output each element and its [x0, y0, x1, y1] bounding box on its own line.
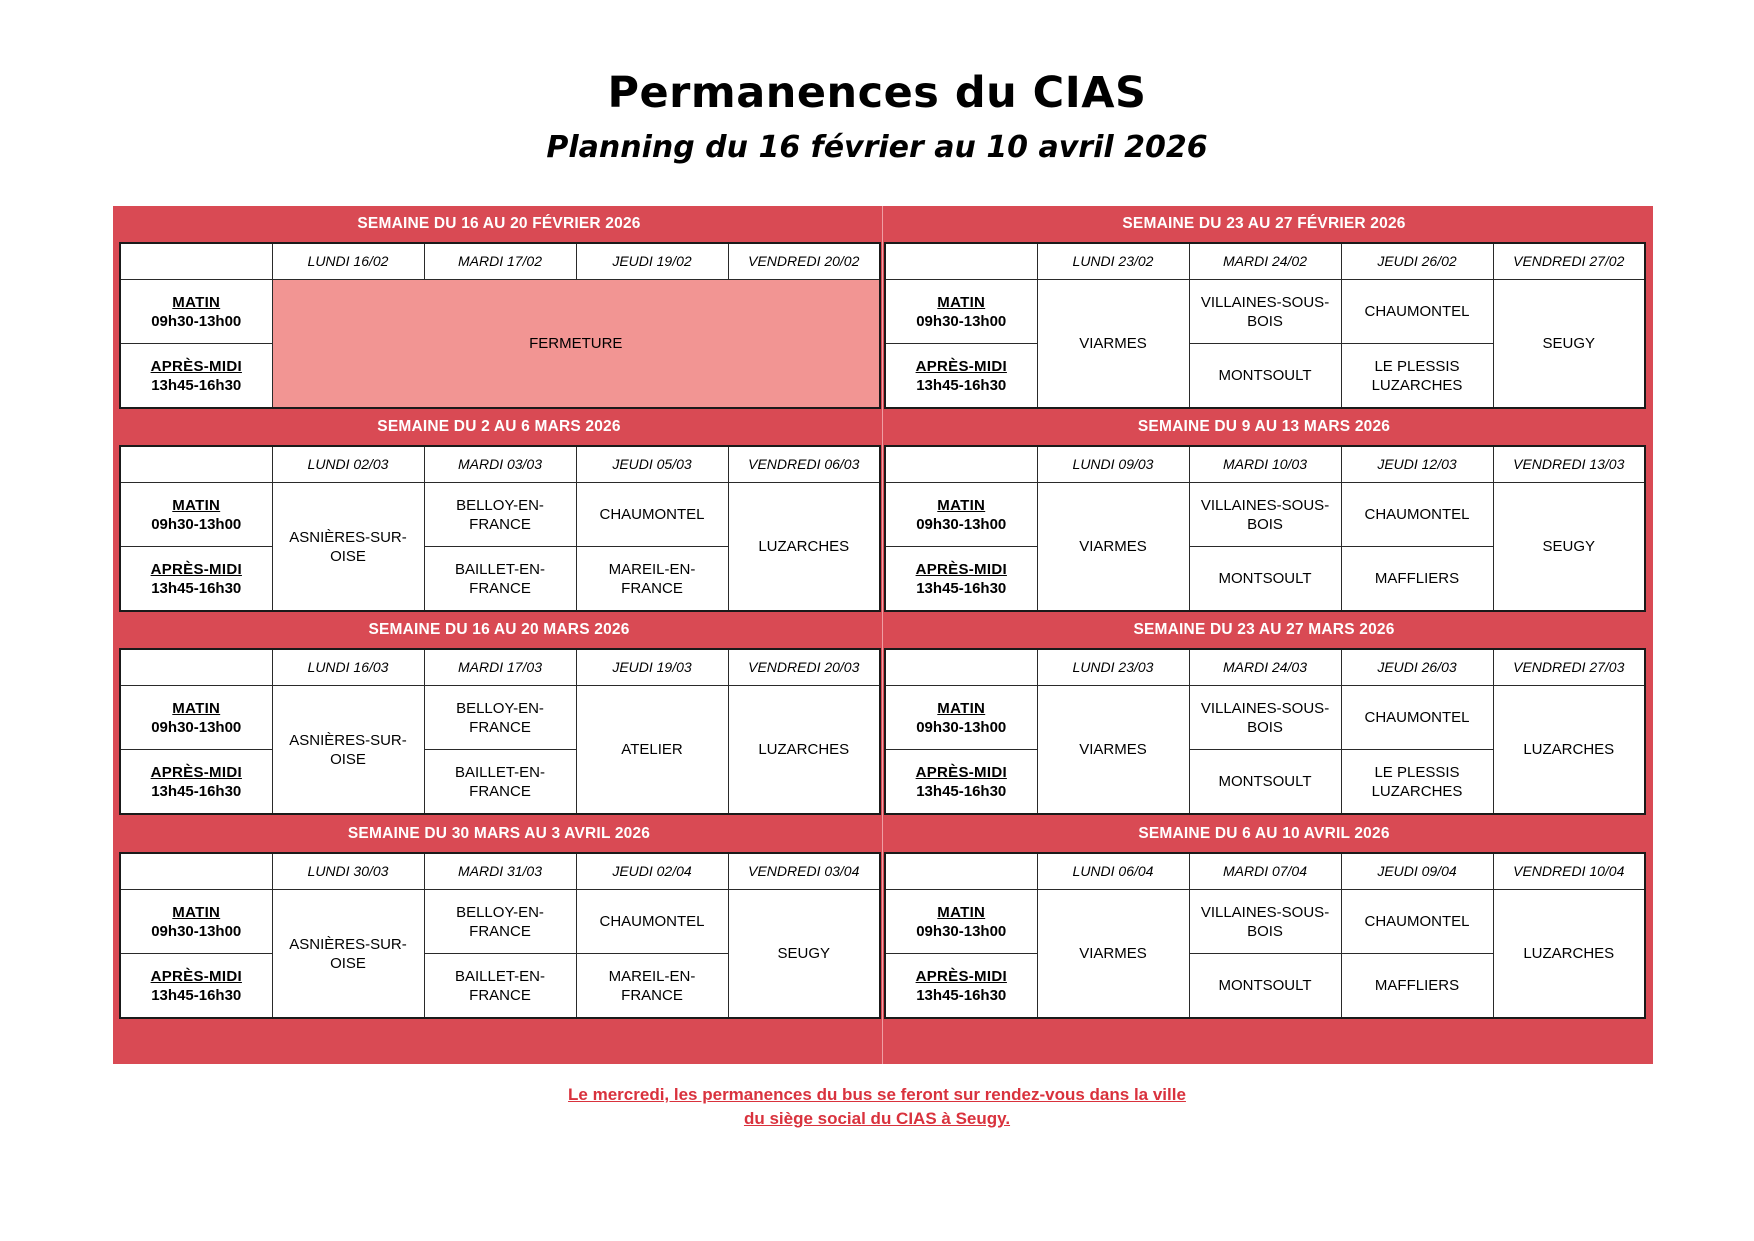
slot-name: APRÈS-MIDI [150, 967, 242, 985]
week-table [884, 445, 1646, 612]
day-header: MARDI 31/03 [424, 853, 576, 890]
day-header: JEUDI 12/03 [1341, 446, 1493, 483]
slot-name: MATIN [937, 293, 986, 311]
week-table [884, 648, 1646, 815]
slot-hours: 13h45-16h30 [151, 782, 242, 800]
slot-name: APRÈS-MIDI [915, 560, 1007, 578]
footnote [0, 1083, 1754, 1131]
day-header: VENDREDI 06/03 [728, 446, 880, 483]
week-block [884, 612, 1644, 815]
week-table [119, 852, 881, 1019]
location-cell: VIARMES [1037, 890, 1189, 1019]
empty-header-cell [885, 853, 1037, 890]
location-cell: BAILLET-EN-FRANCE [424, 954, 576, 1019]
footnote-line: Le mercredi, les permanences du bus se feront sur rendez-vous dans la ville [568, 1085, 1186, 1104]
week-block [119, 206, 879, 409]
slot-label-apres-midi [120, 344, 272, 409]
day-header: MARDI 03/03 [424, 446, 576, 483]
slot-name: APRÈS-MIDI [150, 357, 242, 375]
slot-name: APRÈS-MIDI [150, 763, 242, 781]
location-cell: SEUGY [1493, 483, 1645, 612]
empty-header-cell [885, 243, 1037, 280]
slot-label-matin [885, 686, 1037, 750]
location-cell: ASNIÈRES-SUR-OISE [272, 483, 424, 612]
week-title: SEMAINE DU 16 AU 20 MARS 2026 [368, 621, 630, 638]
day-header: VENDREDI 27/03 [1493, 649, 1645, 686]
location-cell: MONTSOULT [1189, 954, 1341, 1019]
slot-label-apres-midi [120, 954, 272, 1019]
location-cell: LE PLESSIS LUZARCHES [1341, 344, 1493, 409]
week-block [884, 206, 1644, 409]
location-cell: MONTSOULT [1189, 750, 1341, 815]
location-cell: SEUGY [1493, 280, 1645, 409]
slot-hours: 13h45-16h30 [151, 579, 242, 597]
week-table [884, 852, 1646, 1019]
day-header: JEUDI 19/02 [576, 243, 728, 280]
location-cell: VILLAINES-SOUS-BOIS [1189, 686, 1341, 750]
slot-name: APRÈS-MIDI [915, 357, 1007, 375]
slot-name: MATIN [172, 496, 221, 514]
day-header: JEUDI 09/04 [1341, 853, 1493, 890]
day-header: MARDI 17/02 [424, 243, 576, 280]
week-table [119, 242, 881, 409]
week-block [884, 409, 1644, 612]
location-cell: VIARMES [1037, 686, 1189, 815]
day-header: VENDREDI 20/03 [728, 649, 880, 686]
slot-name: APRÈS-MIDI [915, 967, 1007, 985]
week-table [119, 648, 881, 815]
footnote-line: du siège social du CIAS à Seugy. [743, 1109, 1011, 1128]
location-cell: LUZARCHES [728, 686, 880, 815]
day-header: VENDREDI 27/02 [1493, 243, 1645, 280]
location-cell: CHAUMONTEL [1341, 890, 1493, 954]
slot-name: MATIN [172, 699, 221, 717]
location-cell: SEUGY [728, 890, 880, 1019]
slot-hours: 09h30-13h00 [151, 922, 242, 940]
day-header: LUNDI 16/03 [272, 649, 424, 686]
slot-name: APRÈS-MIDI [150, 560, 242, 578]
location-cell: ASNIÈRES-SUR-OISE [272, 686, 424, 815]
location-cell: MAREIL-EN-FRANCE [576, 954, 728, 1019]
week-table [119, 445, 881, 612]
slot-label-matin [120, 890, 272, 954]
page-subtitle: Planning du 16 février au 10 avril 2026 [546, 130, 1208, 165]
location-cell: CHAUMONTEL [576, 890, 728, 954]
slot-label-apres-midi [885, 344, 1037, 409]
location-cell: VIARMES [1037, 280, 1189, 409]
location-cell: BELLOY-EN-FRANCE [424, 686, 576, 750]
day-header: VENDREDI 13/03 [1493, 446, 1645, 483]
location-cell: LE PLESSIS LUZARCHES [1341, 750, 1493, 815]
location-cell: LUZARCHES [1493, 890, 1645, 1019]
slot-label-matin [120, 686, 272, 750]
day-header: MARDI 17/03 [424, 649, 576, 686]
empty-header-cell [120, 446, 272, 483]
location-cell: MAFFLIERS [1341, 547, 1493, 612]
day-header: LUNDI 23/03 [1037, 649, 1189, 686]
week-title: SEMAINE DU 30 MARS AU 3 AVRIL 2026 [347, 825, 651, 842]
slot-hours: 13h45-16h30 [151, 376, 242, 394]
location-cell: BAILLET-EN-FRANCE [424, 750, 576, 815]
empty-header-cell [120, 649, 272, 686]
empty-header-cell [885, 446, 1037, 483]
day-header: LUNDI 30/03 [272, 853, 424, 890]
location-cell: VILLAINES-SOUS-BOIS [1189, 280, 1341, 344]
slot-name: MATIN [172, 293, 221, 311]
slot-hours: 09h30-13h00 [916, 515, 1007, 533]
slot-label-apres-midi [885, 750, 1037, 815]
page-title: Permanences du CIAS [607, 68, 1147, 118]
day-header: MARDI 07/04 [1189, 853, 1341, 890]
location-cell: MAFFLIERS [1341, 954, 1493, 1019]
location-cell: BAILLET-EN-FRANCE [424, 547, 576, 612]
day-header: JEUDI 26/02 [1341, 243, 1493, 280]
day-header: JEUDI 05/03 [576, 446, 728, 483]
location-cell: ASNIÈRES-SUR-OISE [272, 890, 424, 1019]
week-block [119, 816, 879, 1019]
slot-name: MATIN [937, 699, 986, 717]
day-header: MARDI 10/03 [1189, 446, 1341, 483]
location-cell: LUZARCHES [1493, 686, 1645, 815]
location-cell: CHAUMONTEL [1341, 280, 1493, 344]
slot-label-matin [120, 280, 272, 344]
week-title: SEMAINE DU 9 AU 13 MARS 2026 [1137, 418, 1391, 435]
slot-hours: 13h45-16h30 [916, 579, 1007, 597]
week-table [884, 242, 1646, 409]
location-cell: MONTSOULT [1189, 547, 1341, 612]
slot-name: APRÈS-MIDI [915, 763, 1007, 781]
day-header: LUNDI 09/03 [1037, 446, 1189, 483]
slot-hours: 09h30-13h00 [151, 515, 242, 533]
slot-hours: 13h45-16h30 [916, 986, 1007, 1004]
slot-label-matin [120, 483, 272, 547]
slot-label-matin [885, 890, 1037, 954]
week-title: SEMAINE DU 23 AU 27 MARS 2026 [1133, 621, 1395, 638]
slot-hours: 13h45-16h30 [151, 986, 242, 1004]
week-block [119, 409, 879, 612]
day-header: LUNDI 02/03 [272, 446, 424, 483]
slot-label-matin [885, 280, 1037, 344]
empty-header-cell [120, 853, 272, 890]
location-cell: MAREIL-EN-FRANCE [576, 547, 728, 612]
slot-name: MATIN [937, 496, 986, 514]
day-header: LUNDI 06/04 [1037, 853, 1189, 890]
location-cell: BELLOY-EN-FRANCE [424, 483, 576, 547]
day-header: VENDREDI 03/04 [728, 853, 880, 890]
day-header: LUNDI 23/02 [1037, 243, 1189, 280]
day-header: VENDREDI 20/02 [728, 243, 880, 280]
slot-hours: 09h30-13h00 [151, 312, 242, 330]
slot-label-apres-midi [885, 547, 1037, 612]
slot-label-apres-midi [885, 954, 1037, 1019]
location-cell: CHAUMONTEL [1341, 483, 1493, 547]
slot-name: MATIN [172, 903, 221, 921]
slot-hours: 09h30-13h00 [916, 922, 1007, 940]
location-cell: VIARMES [1037, 483, 1189, 612]
slot-label-apres-midi [120, 547, 272, 612]
location-cell: VILLAINES-SOUS-BOIS [1189, 483, 1341, 547]
week-title: SEMAINE DU 6 AU 10 AVRIL 2026 [1138, 825, 1390, 842]
location-cell: VILLAINES-SOUS-BOIS [1189, 890, 1341, 954]
week-block [119, 612, 879, 815]
slot-hours: 09h30-13h00 [916, 312, 1007, 330]
week-title: SEMAINE DU 2 AU 6 MARS 2026 [377, 418, 621, 435]
day-header: MARDI 24/02 [1189, 243, 1341, 280]
location-cell: LUZARCHES [728, 483, 880, 612]
location-cell: CHAUMONTEL [1341, 686, 1493, 750]
location-cell: BELLOY-EN-FRANCE [424, 890, 576, 954]
day-header: JEUDI 26/03 [1341, 649, 1493, 686]
day-header: MARDI 24/03 [1189, 649, 1341, 686]
slot-hours: 13h45-16h30 [916, 376, 1007, 394]
location-cell: CHAUMONTEL [576, 483, 728, 547]
week-title: SEMAINE DU 23 AU 27 FÉVRIER 2026 [1122, 215, 1406, 232]
closed-cell: FERMETURE [272, 280, 880, 409]
day-header: LUNDI 16/02 [272, 243, 424, 280]
slot-hours: 09h30-13h00 [151, 718, 242, 736]
day-header: JEUDI 19/03 [576, 649, 728, 686]
location-cell: MONTSOULT [1189, 344, 1341, 409]
slot-hours: 13h45-16h30 [916, 782, 1007, 800]
empty-header-cell [885, 649, 1037, 686]
slot-label-matin [885, 483, 1037, 547]
day-header: JEUDI 02/04 [576, 853, 728, 890]
slot-hours: 09h30-13h00 [916, 718, 1007, 736]
week-block [884, 816, 1644, 1019]
slot-name: MATIN [937, 903, 986, 921]
column-divider [882, 206, 883, 1064]
week-title: SEMAINE DU 16 AU 20 FÉVRIER 2026 [357, 215, 641, 232]
slot-label-apres-midi [120, 750, 272, 815]
location-cell: ATELIER [576, 686, 728, 815]
day-header: VENDREDI 10/04 [1493, 853, 1645, 890]
empty-header-cell [120, 243, 272, 280]
